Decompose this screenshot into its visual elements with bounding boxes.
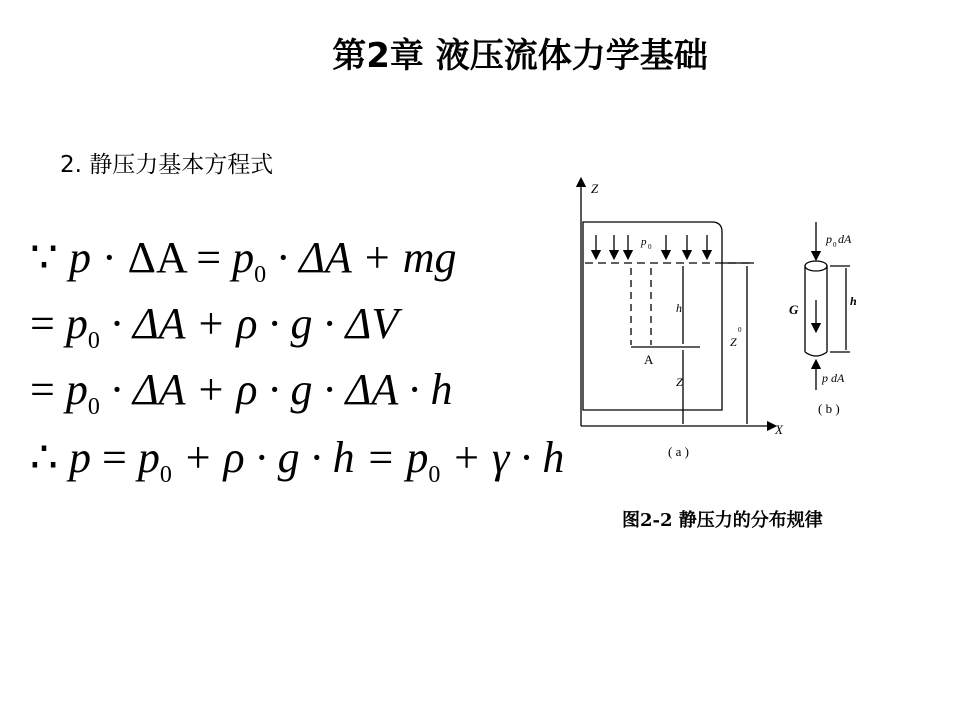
gravity-label: G: [789, 302, 799, 317]
eq1-p0-sub: 0: [254, 262, 267, 288]
eq3-p0-sub: 0: [87, 394, 100, 420]
x-axis-label: X: [775, 422, 783, 437]
eq4-mid: + ρ · g · h =: [171, 433, 407, 482]
therefore-symbol: ∴: [30, 433, 69, 482]
eq4-p0a: p: [137, 433, 160, 482]
eq3-p0: p: [65, 365, 88, 414]
page-title: 第2章 液压流体力学基础: [332, 36, 708, 76]
point-a-label: A: [644, 352, 654, 367]
figure-caption: 图2-2 静压力的分布规律: [622, 510, 823, 531]
z-axis-label: Z: [591, 181, 599, 196]
eq4-tail: + γ · h: [440, 433, 565, 482]
eq1-p0: p: [232, 233, 255, 282]
top-force-rest: dA: [838, 232, 852, 246]
z0-label: Z: [730, 335, 737, 349]
eq4-eq: =: [91, 433, 138, 482]
eq1-tail: · ΔA + mg: [266, 233, 457, 282]
eq2-p0: p: [65, 299, 88, 348]
top-force-p: p: [826, 232, 832, 246]
eq4-p0a-sub: 0: [159, 462, 172, 488]
top-force-sub: 0: [833, 241, 837, 249]
z-label: Z: [676, 375, 683, 389]
h-label-b: h: [850, 294, 857, 308]
because-symbol: ∵: [30, 233, 69, 282]
bottom-force-label: p dA: [822, 371, 845, 385]
figure-b: [805, 222, 850, 390]
h-label-a: h: [676, 301, 682, 315]
sub-caption-b: ( b ): [818, 401, 840, 416]
eq2-prefix: =: [30, 299, 66, 348]
eq3-tail: · ΔA + ρ · g · ΔA · h: [99, 365, 453, 414]
eq4-p0b: p: [406, 433, 429, 482]
eq3-prefix: =: [30, 365, 66, 414]
eq1-p: p: [69, 233, 91, 282]
p0-sub-a: 0: [648, 243, 652, 251]
eq2-p0-sub: 0: [87, 328, 100, 354]
eq4-p: p: [69, 433, 91, 482]
sub-caption-a: ( a ): [668, 444, 689, 459]
p0-label-a: p: [641, 236, 647, 248]
z0-sub: 0: [738, 326, 742, 334]
eq2-tail: · ΔA + ρ · g · ΔV: [99, 299, 399, 348]
eq1-part: · ΔA =: [91, 233, 233, 282]
eq4-p0b-sub: 0: [428, 462, 441, 488]
section-heading: 2. 静压力基本方程式: [60, 152, 274, 178]
